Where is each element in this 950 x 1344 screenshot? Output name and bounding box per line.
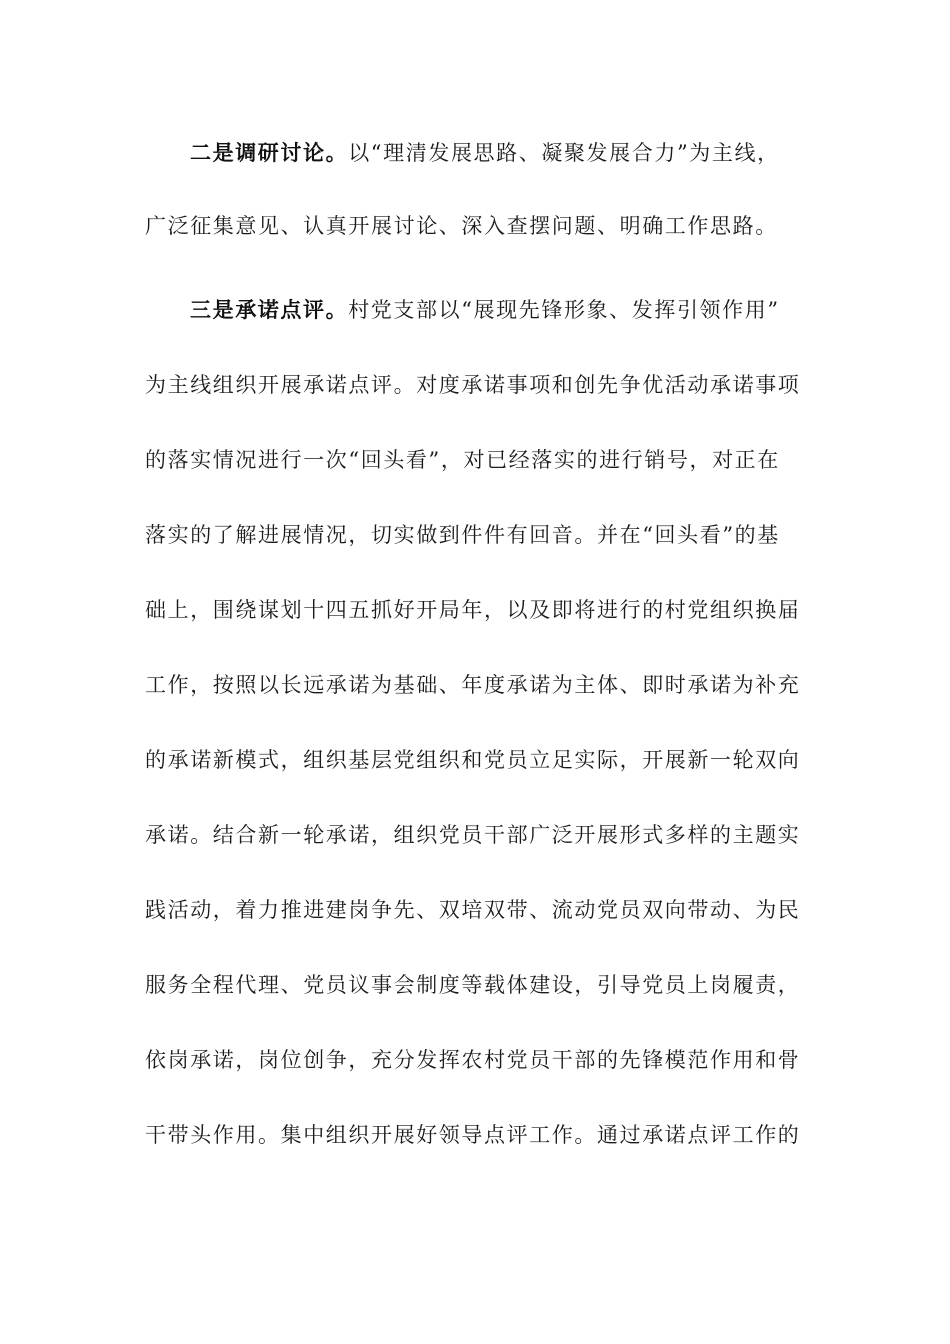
paragraph-3-heading: 三是承诺点评。 (190, 298, 349, 322)
paragraph-3-line-5: 础上，围绕谋划十四五抓好开局年，以及即将进行的村党组织换届 (145, 598, 801, 622)
paragraph-3-line-12: 干带头作用。集中组织开展好领导点评工作。通过承诺点评工作的 (145, 1123, 801, 1147)
paragraph-2-line-1 (190, 138, 795, 168)
paragraph-2-text: 以“理清发展思路、凝聚发展合力”为主线， (348, 141, 780, 165)
paragraph-3-line-3: 的落实情况进行一次“回头看”，对已经落实的进行销号，对正在 (145, 448, 780, 472)
paragraph-3-line-8: 承诺。结合新一轮承诺，组织党员干部广泛开展形式多样的主题实 (145, 823, 801, 847)
paragraph-3-line-7: 的承诺新模式，组织基层党组织和党员立足实际，开展新一轮双向 (145, 748, 801, 772)
paragraph-3-line-6: 工作，按照以长远承诺为基础、年度承诺为主体、即时承诺为补充 (145, 673, 801, 697)
paragraph-3-line-9: 践活动，着力推进建岗争先、双培双带、流动党员双向带动、为民 (145, 898, 801, 922)
paragraph-3-line-1 (190, 295, 795, 325)
paragraph-2-heading: 二是调研讨论。 (190, 141, 349, 165)
paragraph-3-line-11: 依岗承诺，岗位创争，充分发挥农村党员干部的先锋模范作用和骨 (145, 1048, 801, 1072)
paragraph-3-line-10: 服务全程代理、党员议事会制度等载体建设，引导党员上岗履责， (145, 973, 801, 997)
paragraph-3-text: 村党支部以“展现先锋形象、发挥引领作用” (348, 298, 780, 322)
paragraph-3-line-4: 落实的了解进展情况，切实做到件件有回音。并在“回头看”的基 (145, 523, 780, 547)
paragraph-2-line-2: 广泛征集意见、认真开展讨论、深入查摆问题、明确工作思路。 (145, 214, 778, 238)
paragraph-3-line-2: 为主线组织开展承诺点评。对度承诺事项和创先争优活动承诺事项 (145, 373, 801, 397)
